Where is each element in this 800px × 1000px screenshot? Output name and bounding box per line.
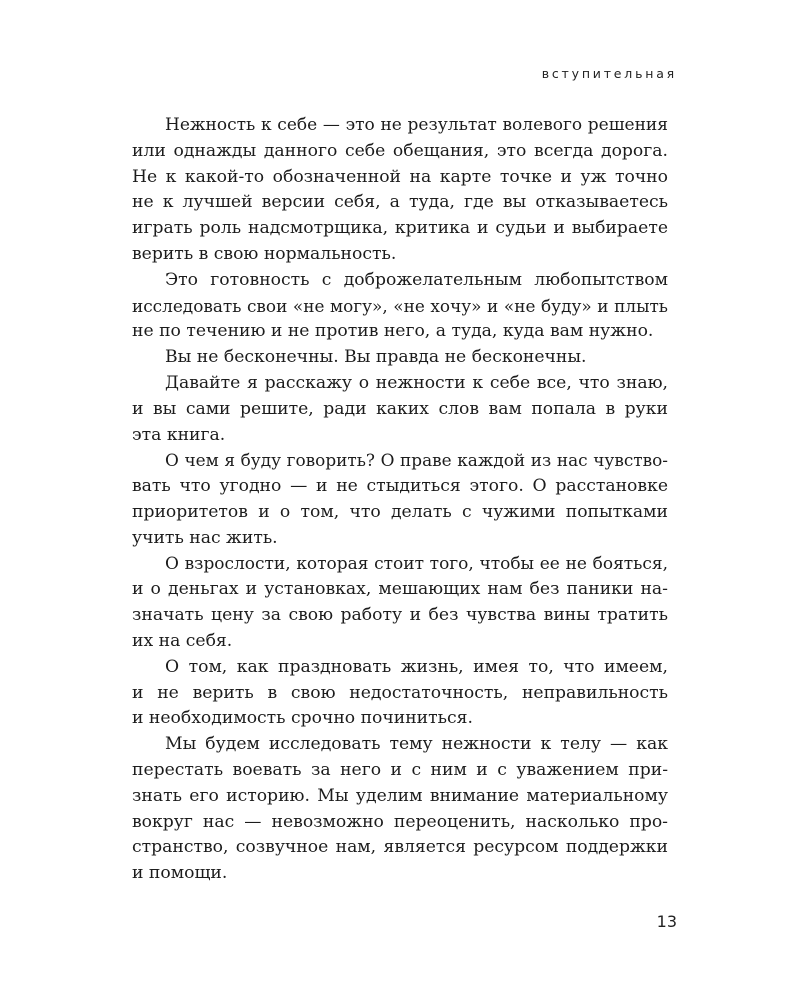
text-line: О чем я буду говорить? О праве каждой из нас чувство- xyxy=(165,450,668,471)
text-line: не по течению и не против него, а туда, куда вам нужно. xyxy=(132,321,654,342)
text-line: исследовать свои «не могу», «не хочу» и «не буду» и плыть xyxy=(132,295,668,316)
text-line: странство, созвучное нам, является ресурсом поддержки xyxy=(132,837,668,858)
text-line: Нежность к себе — это не результат волевого решения xyxy=(165,115,668,135)
text-line: Вы не бесконечны. Вы правда не бесконечны. xyxy=(165,347,587,368)
text-line: и помощи. xyxy=(132,863,228,884)
text-line: вать что угодно — и не стыдиться этого. О расстановке xyxy=(132,476,668,497)
text-line: вокруг нас — невозможно переоценить, насколько про- xyxy=(132,811,668,832)
text-line: их на себя. xyxy=(132,630,233,651)
text-line: знать его историю. Мы уделим внимание материальному xyxy=(132,785,668,806)
paragraph xyxy=(132,732,668,887)
paragraph xyxy=(132,371,668,448)
text-line: О взрослости, которая стоит того, чтобы ее не бояться, xyxy=(165,553,668,574)
page-number: 13 xyxy=(656,912,677,931)
paragraph xyxy=(132,552,668,655)
text-line: Это готовность с доброжелательным любопытством xyxy=(165,269,668,290)
text-line: приоритетов и о том, что делать с чужими попытками xyxy=(132,501,668,522)
text-line: и не верить в свою недостаточность, неправильность xyxy=(132,682,668,703)
text-line: не к лучшей версии себя, а туда, где вы отказываетесь xyxy=(132,192,668,213)
text-line: Мы будем исследовать тему нежности к телу — как xyxy=(165,734,668,755)
text-line: или однажды данного себе обещания, это всегда дорога. xyxy=(132,140,668,161)
text-line: Давайте я расскажу о нежности к себе все, что знаю, xyxy=(165,372,668,393)
text-line: и о деньгах и установках, мешающих нам без паники на- xyxy=(132,579,668,600)
paragraph xyxy=(132,345,668,371)
text-line: учить нас жить. xyxy=(132,527,278,548)
text-line: Не к какой-то обозначенной на карте точке и уж точно xyxy=(132,166,668,187)
paragraph xyxy=(132,448,668,551)
body-text xyxy=(132,113,668,887)
text-line: значать цену за свою работу и без чувства вины тратить xyxy=(132,605,668,626)
paragraph xyxy=(132,655,668,732)
text-line: играть роль надсмотрщика, критика и судьи и выбираете xyxy=(132,218,668,239)
text-line: эта книга. xyxy=(132,424,226,445)
text-line: и необходимость срочно починиться. xyxy=(132,708,473,729)
paragraph xyxy=(132,268,668,345)
text-line: и вы сами решите, ради каких слов вам попала в руки xyxy=(132,398,668,419)
paragraph xyxy=(132,113,668,268)
running-head: вступительная xyxy=(541,66,677,81)
text-line: О том, как праздновать жизнь, имея то, что имеем, xyxy=(165,656,668,677)
text-line: верить в свою нормальность. xyxy=(132,243,397,264)
text-line: перестать воевать за него и с ним и с уважением при- xyxy=(132,759,668,780)
